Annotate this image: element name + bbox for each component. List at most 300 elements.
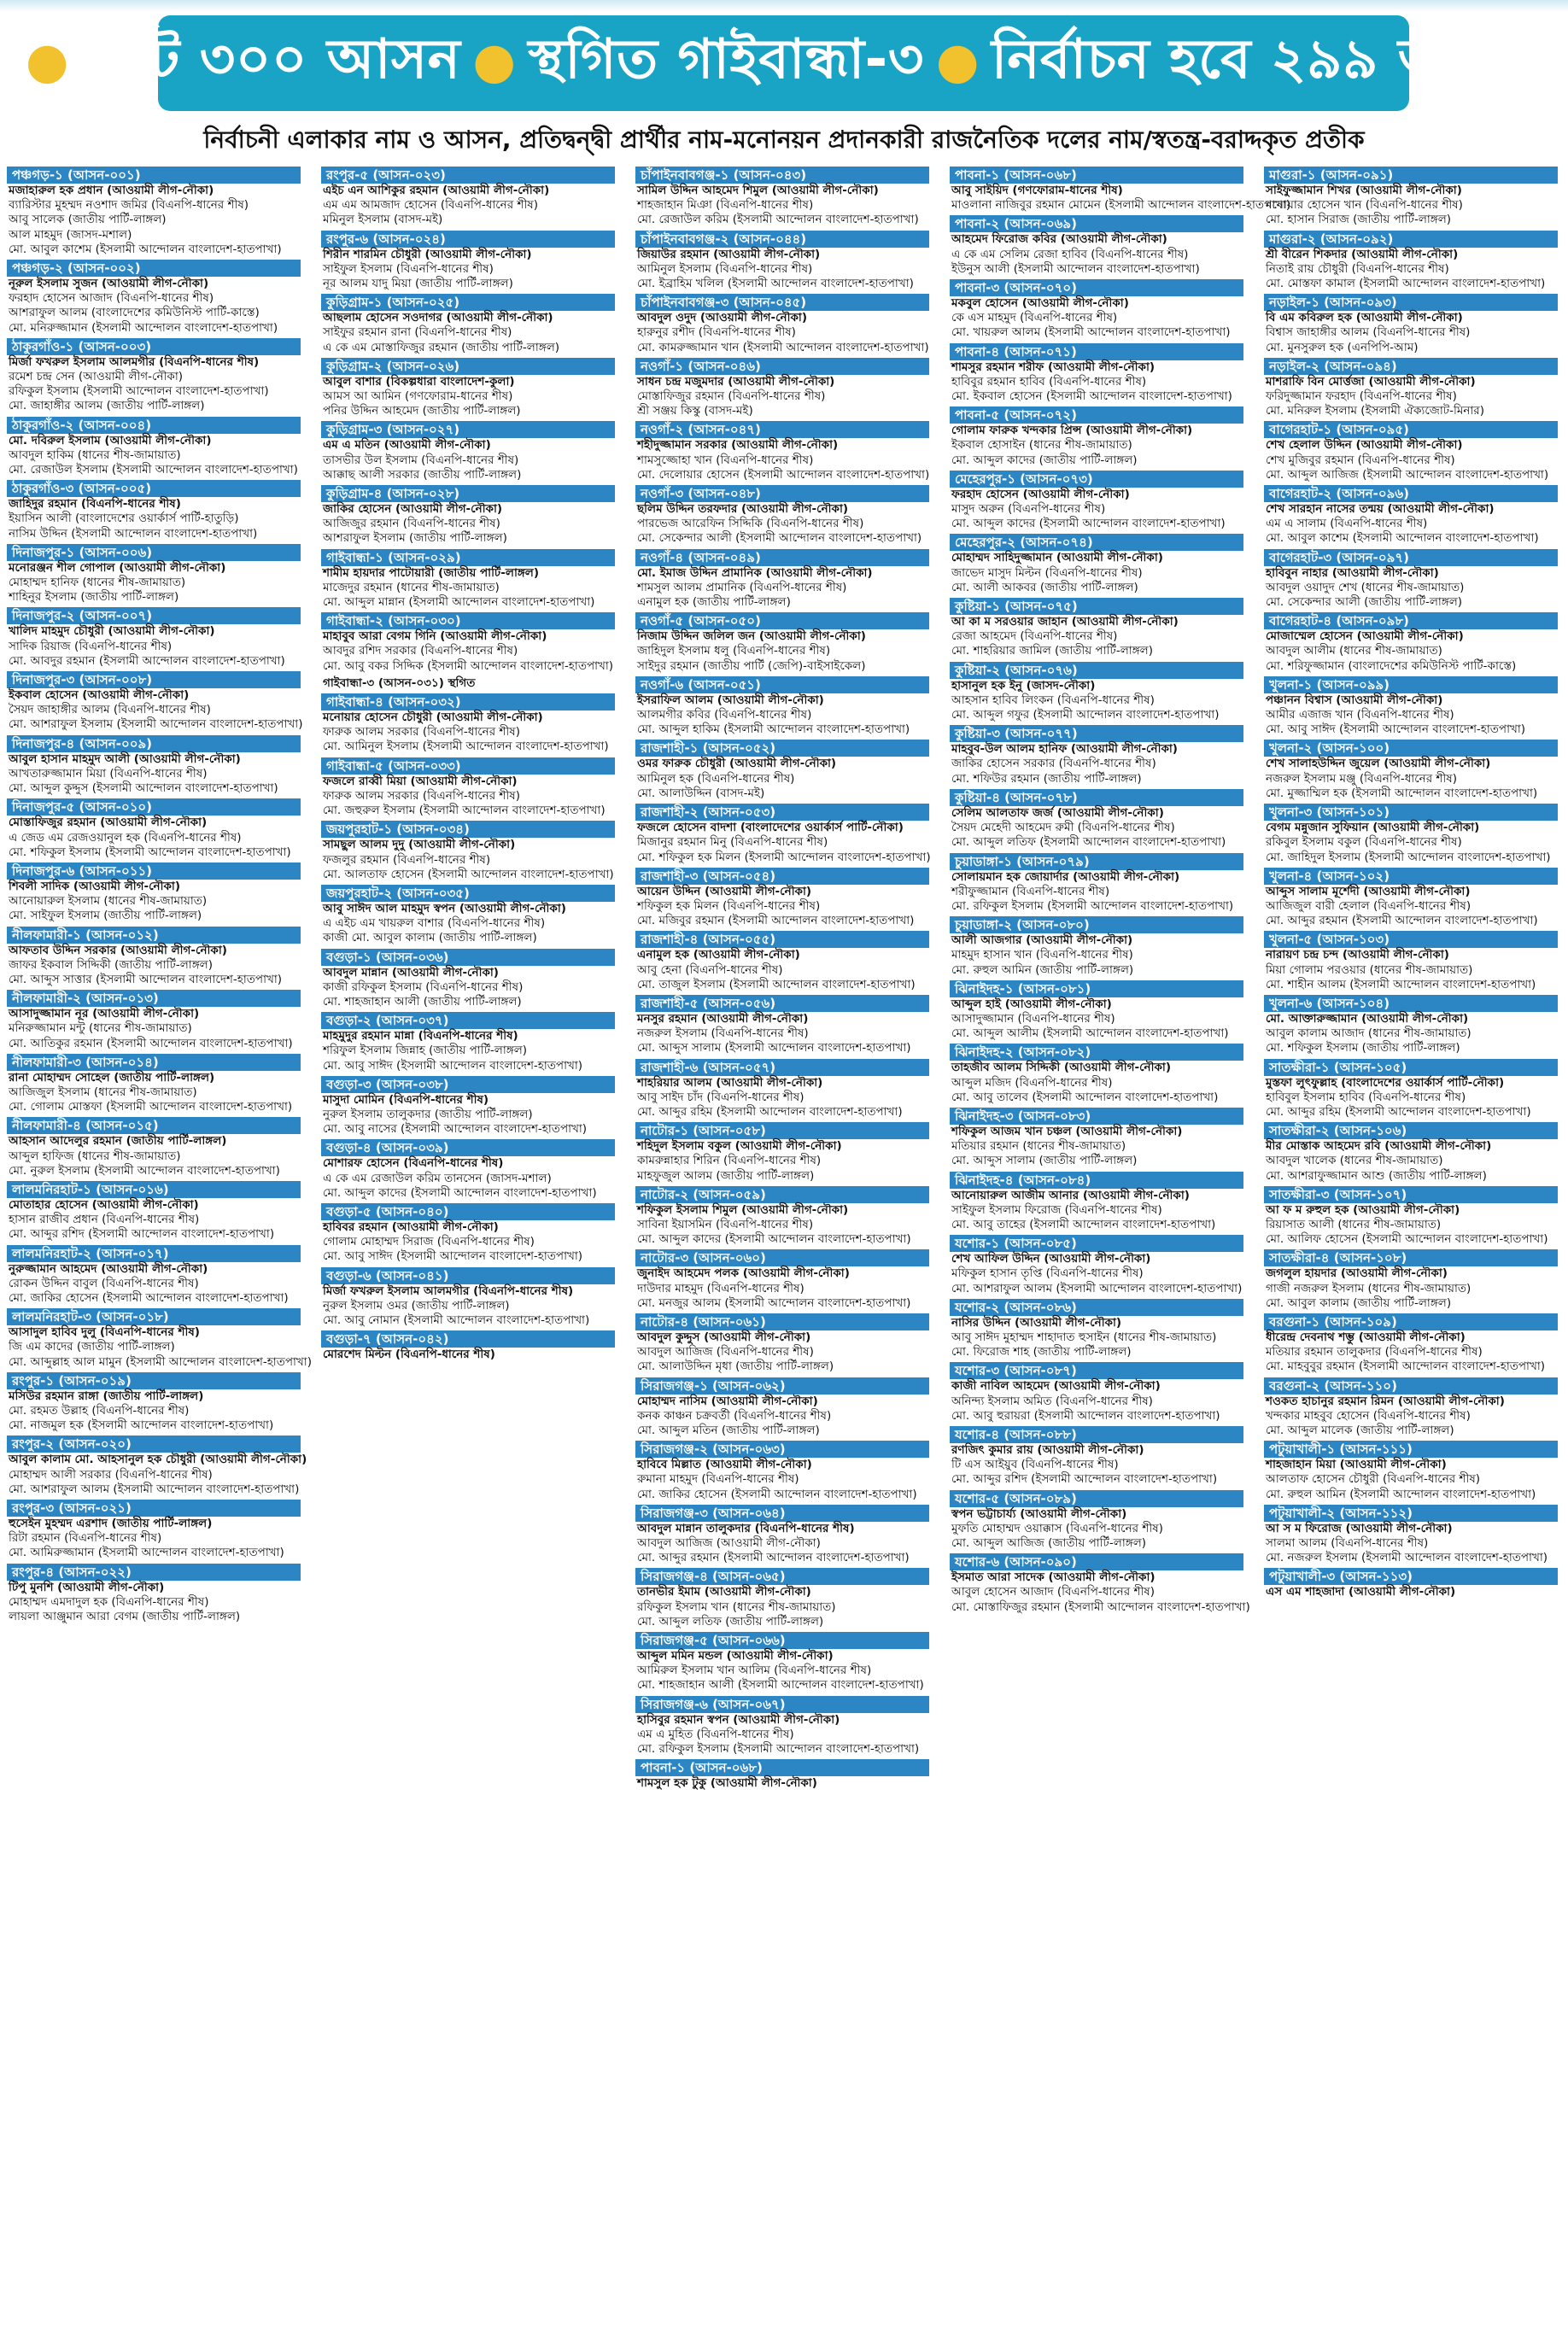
seat-header: পাবনা-১ (আসন-০৬৮) bbox=[635, 1759, 929, 1776]
candidate-row: জাকির হোসেন (আওয়ামী লীগ-নৌকা) bbox=[323, 502, 503, 517]
candidate-row: বেগম মন্নুজান সুফিয়ান (আওয়ামী লীগ-নৌকা) bbox=[1266, 821, 1480, 835]
seat-header: বগুড়া-১ (আসন-০৩৬) bbox=[321, 949, 615, 966]
candidate-row: মো. মুনসুরুল হক (এনপিপি-আম) bbox=[1266, 340, 1419, 354]
candidate-row: শিবলী সাদিক (আওয়ামী লীগ-নৌকা) bbox=[9, 879, 180, 893]
candidate-row: শেখ মুজিবুর রহমান (বিএনপি-ধানের শীষ) bbox=[1266, 453, 1455, 467]
seat-header: ঠাকুরগাঁও-৩ (আসন-০০৫) bbox=[7, 480, 301, 497]
candidate-row: মো. আব্দুর রহিম (ইসলামী আন্দোলন বাংলাদেশ-হাতপাখা) bbox=[1266, 1104, 1531, 1119]
seat-header: গাইবান্ধা-৫ (আসন-০৩৩) bbox=[321, 757, 615, 775]
candidate-row: মো. আলতাফ হোসেন (ইসলামী আন্দোলন বাংলাদেশ-হাতপাখা) bbox=[323, 867, 614, 881]
candidate-row: কাজী নাবিল আহমেদ (আওয়ামী লীগ-নৌকা) bbox=[951, 1379, 1161, 1394]
constituency-block bbox=[635, 1568, 929, 1629]
candidate-row: মো. জহুরুল ইসলাম (ইসলামী আন্দোলন বাংলাদেশ-হাতপাখা) bbox=[323, 804, 606, 818]
candidate-row: মো. আব্দুল গফুর (ইসলামী আন্দোলন বাংলাদেশ-হাতপাখা) bbox=[951, 708, 1220, 722]
candidate-row: শফিকুল হক মিলন (বিএনপি-ধানের শীষ) bbox=[637, 898, 821, 913]
candidate-row: ওমর ফারুক চৌধুরী (আওয়ামী লীগ-নৌকা) bbox=[637, 757, 837, 771]
candidate-row: পারভেজ আরেফিন সিদ্দিকি (বিএনপি-ধানের শীষ) bbox=[637, 517, 864, 531]
candidate-row: আবু সাইয়িদ (গণফোরাম-ধানের শীষ) bbox=[951, 184, 1123, 197]
constituency-block bbox=[1264, 931, 1558, 992]
seat-header: নওগাঁ-৫ (আসন-০৫০) bbox=[635, 612, 929, 629]
candidate-row: মো. শফিকুল ইসলাম (ইসলামী আন্দোলন বাংলাদেশ-হাতপাখা) bbox=[9, 845, 291, 859]
candidate-row: মো. মোস্তফা কামাল (ইসলামী আন্দোলন বাংলাদেশ-হাতপাখা) bbox=[1266, 277, 1546, 291]
seat-header: পাবনা-৫ (আসন-০৭২) bbox=[950, 406, 1243, 424]
candidate-row: মো. মনজুর আলম (ইসলামী আন্দোলন বাংলাদেশ-হাতপাখা) bbox=[637, 1295, 911, 1310]
candidate-row: নূর আলম যাদু মিয়া (জাতীয় পার্টি-লাঙ্গল) bbox=[323, 277, 513, 291]
constituency-block bbox=[950, 1490, 1243, 1552]
constituency-block bbox=[7, 1181, 301, 1243]
constituency-block bbox=[321, 549, 615, 611]
candidate-row: জিয়াউর রহমান (আওয়ামী লীগ-নৌকা) bbox=[637, 247, 821, 261]
candidate-row: মাসুদ অরুন (বিএনপি-ধানের শীষ) bbox=[951, 502, 1106, 517]
candidate-row: আবদুল আলীম (ধানের শীষ-জামায়াত) bbox=[1266, 644, 1442, 658]
constituency-block bbox=[635, 294, 929, 355]
candidate-row: আ কা ম সরওয়ার জাহান (আওয়ামী লীগ-নৌকা) bbox=[951, 615, 1179, 629]
candidate-row: হাবিবুল ইসলাম হাবিব (বিএনপি-ধানের শীষ) bbox=[1266, 1090, 1466, 1104]
candidate-row: এ এইচ এম খায়রুল বাশার (বিএনপি-ধানের শীষ) bbox=[323, 916, 546, 931]
candidate-row: রুমানা মাহমুদ (বিএনপি-ধানের শীষ) bbox=[637, 1472, 799, 1487]
candidate-row: বিশ্বাস জাহাঙ্গীর আলম (বিএনপি-ধানের শীষ) bbox=[1266, 325, 1471, 340]
top-decorative-arc bbox=[0, 0, 1568, 12]
seat-header: রংপুর-৫ (আসন-০২৩) bbox=[321, 167, 615, 184]
constituency-block bbox=[7, 990, 301, 1051]
candidate-row: মো. আবুল কাশেম (ইসলামী আন্দোলন বাংলাদেশ-হাতপাখা) bbox=[1266, 531, 1539, 546]
candidate-row: নিতাই রায় চৌধুরী (বিএনপি-ধানের শীষ) bbox=[1266, 261, 1449, 276]
seat-header: নাটোর-৪ (আসন-০৬১) bbox=[635, 1313, 929, 1330]
candidate-row: এইচ এন আশিকুর রহমান (আওয়ামী লীগ-নৌকা) bbox=[323, 184, 550, 197]
candidate-row: মোহাম্মদ নাসিম (আওয়ামী লীগ-নৌকা) bbox=[637, 1394, 818, 1408]
candidate-row: মো. কামরুজ্জামান খান (ইসলামী আন্দোলন বাংলাদেশ-হাতপাখা) bbox=[637, 340, 929, 354]
candidate-row: ফজলে রাব্বী মিয়া (আওয়ামী লীগ-নৌকা) bbox=[323, 774, 518, 788]
candidate-row: আবু সালেক (জাতীয় পার্টি-লাঙ্গল) bbox=[9, 213, 167, 227]
constituency-block bbox=[321, 167, 615, 228]
constituency-block bbox=[321, 1267, 615, 1329]
candidate-row: শেখ সারহান নাসের তন্ময় (আওয়ামী লীগ-নৌকা) bbox=[1266, 502, 1495, 517]
constituency-columns bbox=[0, 167, 1568, 2336]
candidate-row: শ্রী বীরেন শিকদার (আওয়ামী লীগ-নৌকা) bbox=[1266, 247, 1459, 261]
constituency-block bbox=[321, 693, 615, 755]
candidate-row: মো. শফিউর রহমান (জাতীয় পার্টি-লাঙ্গল) bbox=[951, 771, 1142, 786]
candidate-row: আসাদুজ্জামান (বিএনপি-ধানের শীষ) bbox=[951, 1011, 1115, 1026]
seat-header: সিরাজগঞ্জ-৬ (আসন-০৬৭) bbox=[635, 1696, 929, 1713]
headline-part-1: মোট ৩০০ আসন bbox=[80, 27, 461, 91]
candidate-row: অনিন্দ্য ইসলাম অমিত (বিএনপি-ধানের শীষ) bbox=[951, 1394, 1153, 1408]
seat-header: পটুয়াখালী-২ (আসন-১১২) bbox=[1264, 1505, 1558, 1522]
constituency-block bbox=[635, 1632, 929, 1693]
candidate-row: মাহফুজুল আলম (জাতীয় পার্টি-লাঙ্গল) bbox=[637, 1168, 815, 1183]
constituency-block bbox=[635, 740, 929, 801]
candidate-row: মোশারফ হোসেন (বিএনপি-ধানের শীষ) bbox=[323, 1156, 504, 1171]
candidate-row: মাহমুদুর রহমান মান্না (বিএনপি-ধানের শীষ) bbox=[323, 1029, 518, 1044]
headline-part-2: স্থগিত গাইবান্ধা-৩ bbox=[528, 27, 924, 91]
candidate-row: মো. আব্দুল্লাহ আল মামুন (ইসলামী আন্দোলন বাংলাদেশ-হাতপাখা) bbox=[9, 1354, 312, 1369]
candidate-row: আবুল কালাম মো. আহসানুল হক চৌধুরী (আওয়ামী লীগ-নৌকা) bbox=[9, 1453, 307, 1467]
seat-header: ঝিনাইদহ-৩ (আসন-০৮৩) bbox=[950, 1108, 1243, 1125]
candidate-row: আবদুল হাকিম (ধানের শীষ-জামায়াত) bbox=[9, 447, 181, 462]
candidate-row: মতিয়ার রহমান তালুকদার (বিএনপি-ধানের শীষ) bbox=[1266, 1345, 1483, 1360]
candidate-row: সাইদুর রহমান (জাতীয় পার্টি (জেপি)-বাইসাইকেল) bbox=[637, 658, 866, 673]
candidate-row: শাহিনুর ইসলাম (জাতীয় পার্টি-লাঙ্গল) bbox=[9, 590, 179, 605]
candidate-row: রানা মোহাম্মদ সোহেল (জাতীয় পার্টি-লাঙ্গল) bbox=[9, 1070, 215, 1085]
constituency-block bbox=[635, 1186, 929, 1248]
bullet-dot-icon: ● bbox=[472, 31, 517, 90]
seat-header: নওগাঁ-১ (আসন-০৪৬) bbox=[635, 358, 929, 375]
seat-header: ঝিনাইদহ-১ (আসন-০৮১) bbox=[950, 980, 1243, 997]
candidate-row: মো. আব্দুল লতিফ (জাতীয় পার্টি-লাঙ্গল) bbox=[637, 1614, 824, 1629]
candidate-row: সৈয়দ জাহাঙ্গীর আলম (বিএনপি-ধানের শীষ) bbox=[9, 703, 211, 717]
candidate-row: আবদুল আজিজ (আওয়ামী লীগ-নৌকা) bbox=[637, 1536, 821, 1550]
candidate-row: আবদুল খালেক (ধানের শীষ-জামায়াত) bbox=[1266, 1154, 1443, 1168]
candidate-row: হাবিবুন নাহার (আওয়ামী লীগ-নৌকা) bbox=[1266, 565, 1439, 580]
candidate-row: আজিজুর রহমান (বিএনপি-ধানের শীষ) bbox=[323, 517, 500, 531]
seat-header: চাঁপাইনবাবগঞ্জ-৩ (আসন-০৪৫) bbox=[635, 294, 929, 311]
seat-header: বাগেরহাট-৩ (আসন-০৯৭) bbox=[1264, 549, 1558, 566]
candidate-row: মো. গোলাম মোস্তফা (ইসলামী আন্দোলন বাংলাদেশ-হাতপাখা) bbox=[9, 1100, 293, 1114]
candidate-row: নজরুল ইসলাম (বিএনপি-ধানের শীষ) bbox=[637, 1026, 809, 1041]
candidate-row: মো. আব্দুল মান্নান (ইসলামী আন্দোলন বাংলাদেশ-হাতপাখা) bbox=[323, 595, 595, 610]
candidate-row: শাহজাহান মিয়া (আওয়ামী লীগ-নৌকা) bbox=[1266, 1458, 1447, 1472]
candidate-row: শামসুল আলম প্রামানিক (বিএনপি-ধানের শীষ) bbox=[637, 580, 847, 594]
candidate-row: মো. আবু তালেব (ইসলামী আন্দোলন বাংলাদেশ-হাতপাখা) bbox=[951, 1090, 1219, 1104]
candidate-row: ফজলে হোসেন বাদশা (বাংলাদেশের ওয়ার্কার্স পার্টি-নৌকা) bbox=[637, 821, 904, 835]
constituency-block bbox=[635, 1059, 929, 1120]
constituency-block bbox=[1264, 421, 1558, 482]
candidate-row: আনোয়ারুল আজীম আনার (আওয়ামী লীগ-নৌকা) bbox=[951, 1188, 1190, 1202]
page-subtitle: নির্বাচনী এলাকার নাম ও আসন, প্রতিদ্বন্দ্বী প্রার্থীর নাম-মনোনয়ন প্রদানকারী রাজনৈতিক দলের নাম/স্বতন্ত্র-বরাদ্দকৃত প্রতীক bbox=[203, 126, 1365, 154]
constituency-block bbox=[635, 1122, 929, 1184]
constituency-block bbox=[950, 1235, 1243, 1296]
constituency-block bbox=[7, 167, 301, 257]
candidate-row: মো. আব্দুল কাদের (ইসলামী আন্দোলন বাংলাদেশ-হাতপাখা) bbox=[951, 517, 1226, 531]
constituency-block bbox=[950, 343, 1243, 405]
candidate-row: কে এস মাহমুদ (বিএনপি-ধানের শীষ) bbox=[951, 311, 1118, 325]
candidate-row: মিয়া গোলাম পরওয়ার (ধানের শীষ-জামায়াত) bbox=[1266, 962, 1473, 977]
constituency-block bbox=[7, 417, 301, 478]
candidate-row: আহসান আদেলুর রহমান (জাতীয় পার্টি-লাঙ্গল) bbox=[9, 1134, 227, 1149]
candidate-row: আসাদুল হাবিব দুলু (বিএনপি-ধানের শীষ) bbox=[9, 1325, 200, 1340]
candidate-row: আ স ম ফিরোজ (আওয়ামী লীগ-নৌকা) bbox=[1266, 1521, 1453, 1535]
seat-header: দিনাজপুর-১ (আসন-০০৬) bbox=[7, 544, 301, 561]
candidate-row: মোহাম্মদ এমদাদুল হক (বিএনপি-ধানের শীষ) bbox=[9, 1594, 209, 1609]
candidate-row: মো. রেজাউল ইসলাম (ইসলামী আন্দোলন বাংলাদেশ-হাতপাখা) bbox=[9, 463, 298, 477]
candidate-row: মো. শাহরিয়ার জামিল (জাতীয় পার্টি-লাঙ্গল) bbox=[951, 644, 1153, 658]
candidate-row: মো. আশরাফুল আলম (ইসলামী আন্দোলন বাংলাদেশ-হাতপাখা) bbox=[951, 1281, 1243, 1295]
candidate-row: মো. জাকির হোসেন (ইসলামী আন্দোলন বাংলাদেশ-হাতপাখা) bbox=[9, 1290, 289, 1305]
candidate-row: রেজা আহমেদ (বিএনপি-ধানের শীষ) bbox=[951, 629, 1118, 644]
column-3 bbox=[635, 167, 929, 2336]
candidate-row: সালমা আলম (বিএনপি-ধানের শীষ) bbox=[1266, 1536, 1429, 1550]
constituency-block bbox=[1264, 740, 1558, 801]
candidate-row: আবু সাঈদ মুহাম্মদ শাহাদাত হুসাইন (ধানের শীষ-জামায়াত) bbox=[951, 1330, 1217, 1344]
seat-header: জয়পুরহাট-২ (আসন-০৩৫) bbox=[321, 885, 615, 902]
candidate-row: আ ফ ম রুহুল হক (আওয়ামী লীগ-নৌকা) bbox=[1266, 1202, 1460, 1217]
candidate-row: এম এ সালাম (বিএনপি-ধানের শীষ) bbox=[1266, 517, 1428, 531]
candidate-row: আশরাফুল আলম (বাংলাদেশের কমিউনিস্ট পার্টি-কাস্তে) bbox=[9, 306, 260, 320]
candidate-row: মো. নজরুল ইসলাম (ইসলামী আন্দোলন বাংলাদেশ-হাতপাখা) bbox=[1266, 1551, 1548, 1565]
candidate-row: কামরুন্নাহার শিরিন (বিএনপি-ধানের শীষ) bbox=[637, 1154, 822, 1168]
candidate-row: আবু সাঈদ আল মাহমুদ স্বপন (আওয়ামী লীগ-নৌকা) bbox=[323, 901, 566, 915]
candidate-row: মো. আমিনুল ইসলাম (ইসলামী আন্দোলন বাংলাদেশ-হাতপাখা) bbox=[323, 740, 609, 754]
seat-header: গাইবান্ধা-১ (আসন-০২৯) bbox=[321, 549, 615, 566]
candidate-row: আব্দুল মজিদ (বিএনপি-ধানের শীষ) bbox=[951, 1075, 1113, 1090]
candidate-row: মো. আবুল কাশেম (ইসলামী আন্দোলন বাংলাদেশ-হাতপাখা) bbox=[9, 242, 282, 256]
candidate-row: আশরাফুল ইসলাম (জাতীয় পার্টি-লাঙ্গল) bbox=[323, 531, 507, 546]
constituency-block bbox=[635, 231, 929, 292]
candidate-row: ইসমাত আরা সাদেক (আওয়ামী লীগ-নৌকা) bbox=[951, 1570, 1156, 1585]
candidate-row: আহসান হাবিব লিংকন (বিএনপি-ধানের শীষ) bbox=[951, 693, 1155, 707]
constituency-block bbox=[950, 534, 1243, 595]
candidate-row: এম এ মুহিত (বিএনপি-ধানের শীষ) bbox=[637, 1727, 794, 1741]
constituency-block bbox=[1264, 676, 1558, 738]
candidate-row: মো. জাহাঙ্গীর আলম (জাতীয় পার্টি-লাঙ্গল) bbox=[9, 399, 205, 413]
constituency-block bbox=[7, 1500, 301, 1561]
seat-header: রংপুর-৪ (আসন-০২২) bbox=[7, 1564, 301, 1581]
seat-header: বাগেরহাট-১ (আসন-০৯৫) bbox=[1264, 421, 1558, 438]
candidate-row: মো. আলাউদ্দিন (বাসদ-মই) bbox=[637, 786, 765, 800]
candidate-row: আবুল হোসেন আজাদ (বিএনপি-ধানের শীষ) bbox=[951, 1585, 1156, 1599]
candidate-row: ফরহাদ হোসেন (আওয়ামী লীগ-নৌকা) bbox=[951, 487, 1130, 501]
constituency-block bbox=[7, 544, 301, 605]
seat-header: যশোর-৩ (আসন-০৮৭) bbox=[950, 1362, 1243, 1379]
constituency-block bbox=[321, 358, 615, 419]
seat-header: রাজশাহী-১ (আসন-০৫২) bbox=[635, 740, 929, 757]
candidate-row: মনসুর রহমান (আওয়ামী লীগ-নৌকা) bbox=[637, 1011, 809, 1026]
candidate-row: মো. মনিরুজ্জামান (ইসলামী আন্দোলন বাংলাদেশ-হাতপাখা) bbox=[9, 320, 278, 335]
candidate-row: সোলায়মান হক জোয়ার্দার (আওয়ামী লীগ-নৌকা) bbox=[951, 869, 1180, 884]
constituency-block bbox=[950, 1299, 1243, 1360]
candidate-row: শাহরিয়ার আলম (আওয়ামী লীগ-নৌকা) bbox=[637, 1075, 823, 1090]
candidate-row: মো. রুহুল আমিন (ইসলামী আন্দোলন বাংলাদেশ-হাতপাখা) bbox=[1266, 1487, 1536, 1501]
constituency-block bbox=[950, 598, 1243, 659]
constituency-block bbox=[7, 480, 301, 541]
candidate-row: তানভীর ইমাম (আওয়ামী লীগ-নৌকা) bbox=[637, 1585, 811, 1599]
candidate-row: সাবিনা ইয়াসমিন (বিএনপি-ধানের শীষ) bbox=[637, 1217, 814, 1231]
seat-header: বরগুনা-১ (আসন-১০৯) bbox=[1264, 1313, 1558, 1330]
candidate-row: রফিকুল ইসলাম (ইসলামী আন্দোলন বাংলাদেশ-হাতপাখা) bbox=[9, 384, 269, 399]
candidate-row: শফিকুল আজম খান চঞ্চল (আওয়ামী লীগ-নৌকা) bbox=[951, 1124, 1183, 1138]
candidate-row: কাজী রফিকুল ইসলাম (বিএনপি-ধানের শীষ) bbox=[323, 979, 524, 994]
seat-header: ঠাকুরগাঁও-১ (আসন-০০৩) bbox=[7, 338, 301, 355]
candidate-row: জাহিদুর রহমান (বিএনপি-ধানের শীষ) bbox=[9, 497, 181, 512]
candidate-row: মির্জা ফখরুল ইসলাম আলমগীর (বিএনপি-ধানের শীষ) bbox=[323, 1284, 574, 1298]
candidate-row: হাসান রাজীব প্রধান (বিএনপি-ধানের শীষ) bbox=[9, 1213, 200, 1227]
constituency-block bbox=[7, 798, 301, 860]
candidate-row: সাইফুজ্জামান শিখর (আওয়ামী লীগ-নৌকা) bbox=[1266, 184, 1462, 197]
seat-header: খুলনা-২ (আসন-১০০) bbox=[1264, 740, 1558, 757]
candidate-row: ইসরাফিল আলম (আওয়ামী লীগ-নৌকা) bbox=[637, 693, 824, 707]
seat-header: কুড়িগ্রাম-৩ (আসন-০২৭) bbox=[321, 421, 615, 438]
constituency-block bbox=[321, 1203, 615, 1265]
candidate-row: দাউদার মাহমুদ (বিএনপি-ধানের শীষ) bbox=[637, 1281, 804, 1295]
candidate-row: মোস্তাফিজুর রহমান (বিএনপি-ধানের শীষ) bbox=[637, 389, 826, 404]
candidate-row: সাইফুর রহমান রানা (বিএনপি-ধানের শীষ) bbox=[323, 325, 512, 340]
seat-header: চুয়াডাঙ্গা-২ (আসন-০৮০) bbox=[950, 916, 1243, 933]
candidate-row: মো. আবু সাঈদ (ইসলামী আন্দোলন বাংলাদেশ-হাতপাখা) bbox=[323, 1058, 583, 1073]
seat-header: দিনাজপুর-২ (আসন-০০৭) bbox=[7, 607, 301, 624]
candidate-row: আমস আ আমিন (গণফোরাম-ধানের শীষ) bbox=[323, 389, 513, 404]
seat-header: লালমনিরহাট-১ (আসন-০১৬) bbox=[7, 1181, 301, 1198]
seat-header: নাটোর-২ (আসন-০৫৯) bbox=[635, 1186, 929, 1203]
candidate-row: আজিজুল ইসলাম (ধানের শীষ-জামায়াত) bbox=[9, 1085, 197, 1099]
seat-header: রাজশাহী-৩ (আসন-০৫৪) bbox=[635, 868, 929, 885]
seat-header: বগুড়া-৪ (আসন-০৩৯) bbox=[321, 1139, 615, 1156]
candidate-row: মো. নাজমুল হক (ইসলামী আন্দোলন বাংলাদেশ-হাতপাখা) bbox=[9, 1418, 274, 1433]
candidate-row: মনিরুজ্জামান মন্টু (ধানের শীষ-জামায়াত) bbox=[9, 1021, 192, 1036]
constituency-block bbox=[950, 215, 1243, 277]
candidate-row: মনোরঞ্জন শীল গোপাল (আওয়ামী লীগ-নৌকা) bbox=[9, 560, 226, 575]
seat-header: লালমনিরহাট-২ (আসন-০১৭) bbox=[7, 1245, 301, 1262]
candidate-row: মো. সেকেন্দার আলী (ইসলামী আন্দোলন বাংলাদেশ-হাতপাখা) bbox=[637, 531, 922, 546]
seat-header: বরগুনা-২ (আসন-১১০) bbox=[1264, 1377, 1558, 1395]
constituency-block bbox=[321, 421, 615, 482]
candidate-row: হাবিবে মিল্লাত (আওয়ামী লীগ-নৌকা) bbox=[637, 1458, 812, 1472]
seat-header: পটুয়াখালী-১ (আসন-১১১) bbox=[1264, 1441, 1558, 1458]
candidate-row: লায়লা আঞ্জুমান আরা বেগম (জাতীয় পার্টি-লাঙ্গল) bbox=[9, 1610, 241, 1624]
constituency-block bbox=[635, 1313, 929, 1375]
candidate-row: মো. আলিফ হোসেন (ইসলামী আন্দোলন বাংলাদেশ-হাতপাখা) bbox=[1266, 1232, 1548, 1247]
constituency-block bbox=[950, 1553, 1250, 1615]
candidate-row: রণজিৎ কুমার রায় (আওয়ামী লীগ-নৌকা) bbox=[951, 1442, 1144, 1457]
candidate-row: টিপু মুনশি (আওয়ামী লীগ-নৌকা) bbox=[9, 1580, 165, 1594]
constituency-block bbox=[7, 1436, 307, 1497]
candidate-row: মো. মোস্তাফিজুর রহমান (ইসলামী আন্দোলন বাংলাদেশ-হাতপাখা) bbox=[951, 1599, 1250, 1614]
bullet-dot-icon: ● bbox=[935, 31, 980, 90]
candidate-row: মো. মাহবুবুর রহমান (ইসলামী আন্দোলন বাংলাদেশ-হাতপাখা) bbox=[1266, 1360, 1546, 1374]
seat-header: রাজশাহী-৬ (আসন-০৫৭) bbox=[635, 1059, 929, 1076]
column-4 bbox=[950, 167, 1291, 2336]
candidate-row: মনোয়ার হোসেন খান (বিএনপি-ধানের শীষ) bbox=[1266, 198, 1463, 213]
constituency-block bbox=[635, 676, 929, 738]
candidate-row: ইকবাল হোসাইন (ধানের শীষ-জামায়াত) bbox=[951, 438, 1132, 453]
candidate-row: শেখ আফিল উদ্দিন (আওয়ামী লীগ-নৌকা) bbox=[951, 1252, 1151, 1266]
candidate-row: হাসানুল হক ইনু (জাসদ-নৌকা) bbox=[951, 678, 1096, 693]
seat-header: খুলনা-৫ (আসন-১০৩) bbox=[1264, 931, 1558, 948]
candidate-row: মো. খায়রুল আলম (ইসলামী আন্দোলন বাংলাদেশ-হাতপাখা) bbox=[951, 325, 1231, 340]
candidate-row: মো. শাহজাহান আলী (জাতীয় পার্টি-লাঙ্গল) bbox=[323, 994, 522, 1009]
seat-header: দিনাজপুর-৫ (আসন-০১০) bbox=[7, 798, 301, 816]
candidate-row: ইউনুস আলী (ইসলামী আন্দোলন বাংলাদেশ-হাতপাখা) bbox=[951, 261, 1200, 276]
candidate-row: মো. ইমাজ উদ্দিন প্রামানিক (আওয়ামী লীগ-নৌকা) bbox=[637, 565, 873, 580]
candidate-row: মো. আব্দুল কুদ্দুস (ইসলামী আন্দোলন বাংলাদেশ-হাতপাখা) bbox=[9, 781, 278, 796]
seat-header: কুড়িগ্রাম-১ (আসন-০২৫) bbox=[321, 294, 615, 311]
constituency-block bbox=[950, 725, 1243, 786]
candidate-row: ফারুক আলম সরকার (বিএনপি-ধানের শীষ) bbox=[323, 725, 520, 740]
seat-header: কুড়িগ্রাম-৪ (আসন-০২৮) bbox=[321, 485, 615, 502]
seat-header: সিরাজগঞ্জ-৩ (আসন-০৬৪) bbox=[635, 1505, 929, 1522]
constituency-block bbox=[7, 1117, 301, 1178]
seat-header: কুষ্টিয়া-৪ (আসন-০৭৮) bbox=[950, 789, 1243, 806]
constituency-block bbox=[7, 1308, 312, 1370]
candidate-row: মাহাবুব আরা বেগম গিনি (আওয়ামী লীগ-নৌকা) bbox=[323, 629, 547, 644]
candidate-row: মো. ফিরোজ শাহ (জাতীয় পার্টি-লাঙ্গল) bbox=[951, 1345, 1132, 1360]
seat-header: মাগুরা-১ (আসন-০৯১) bbox=[1264, 167, 1558, 184]
constituency-block bbox=[950, 662, 1243, 723]
candidate-row: মোস্তাফিজুর রহমান (আওয়ামী লীগ-নৌকা) bbox=[9, 816, 208, 830]
seat-header: রংপুর-৬ (আসন-০২৪) bbox=[321, 231, 615, 248]
column-5 bbox=[1264, 167, 1558, 2336]
candidate-row: আবদুল আজিজ (বিএনপি-ধানের শীষ) bbox=[637, 1345, 814, 1360]
constituency-block bbox=[321, 821, 615, 882]
candidate-row: মো. শাহীন আলম (ইসলামী আন্দোলন বাংলাদেশ-হাতপাখা) bbox=[1266, 977, 1536, 991]
candidate-row: আবুল কালাম আজাদ (ধানের শীষ-জামায়াত) bbox=[1266, 1026, 1471, 1041]
candidate-row: আমিরুল ইসলাম খান আলিম (বিএনপি-ধানের শীষ) bbox=[637, 1664, 872, 1678]
constituency-block bbox=[7, 863, 301, 924]
constituency-block bbox=[635, 1249, 929, 1311]
constituency-block bbox=[321, 1330, 615, 1362]
candidate-row: মো. দেলোয়ার হোসেন (ইসলামী আন্দোলন বাংলাদেশ-হাতপাখা) bbox=[637, 467, 930, 482]
constituency-block bbox=[950, 279, 1243, 341]
seat-header: যশোর-৬ (আসন-০৯০) bbox=[950, 1553, 1243, 1570]
candidate-row: নাসির উদ্দিন (আওয়ামী লীগ-নৌকা) bbox=[951, 1315, 1122, 1330]
candidate-row: আজিজুল বারী হেলাল (বিএনপি-ধানের শীষ) bbox=[1266, 898, 1471, 913]
candidate-row: আসাদুজ্জামান নূর (আওয়ামী লীগ-নৌকা) bbox=[9, 1007, 200, 1021]
candidate-row: মো. ইকবাল হোসেন (ইসলামী আন্দোলন বাংলাদেশ-হাতপাখা) bbox=[951, 389, 1232, 404]
seat-header: নীলফামারী-৩ (আসন-০১৪) bbox=[7, 1054, 301, 1071]
constituency-block bbox=[635, 1759, 929, 1791]
seat-header: চাঁপাইনবাবগঞ্জ-১ (আসন-০৪৩) bbox=[635, 167, 929, 184]
constituency-block bbox=[635, 421, 929, 482]
candidate-row: মো. আশরাফুজ্জামান আশু (জাতীয় পার্টি-লাঙ্গল) bbox=[1266, 1168, 1487, 1183]
candidate-row: রফিকুল ইসলাম খান (ধানের শীষ-জামায়াত) bbox=[637, 1599, 836, 1614]
seat-header: খুলনা-৩ (আসন-১০১) bbox=[1264, 804, 1558, 821]
candidate-row: হাবিবুর রহমান হাবিব (বিএনপি-ধানের শীষ) bbox=[951, 374, 1147, 389]
candidate-row: মো. রুহুল আমিন (জাতীয় পার্টি-লাঙ্গল) bbox=[951, 962, 1134, 977]
candidate-row: মো. দবিরুল ইসলাম (আওয়ামী লীগ-নৌকা) bbox=[9, 433, 212, 447]
constituency-block bbox=[7, 338, 301, 414]
bullet-dot-icon: ● bbox=[25, 31, 69, 90]
candidate-row: মো. আবু তাহের (ইসলামী আন্দোলন বাংলাদেশ-হাতপাখা) bbox=[951, 1217, 1216, 1231]
seat-header: পাবনা-৩ (আসন-০৭০) bbox=[950, 279, 1243, 296]
candidate-row: মো. আব্দুর রহিম (ইসলামী আন্দোলন বাংলাদেশ-হাতপাখা) bbox=[637, 1104, 903, 1119]
candidate-row: মসিউর রহমান রাঙ্গা (জাতীয় পার্টি-লাঙ্গল) bbox=[9, 1389, 204, 1403]
candidate-row: এম এ মতিন (আওয়ামী লীগ-নৌকা) bbox=[323, 438, 491, 453]
candidate-row: আনোয়ারুল ইসলাম (ধানের শীষ-জামায়াত) bbox=[9, 894, 208, 909]
candidate-row: পঞ্চানন বিশ্বাস (আওয়ামী লীগ-নৌকা) bbox=[1266, 693, 1443, 707]
candidate-row: টি এস আইয়ুব (বিএনপি-ধানের শীষ) bbox=[951, 1458, 1119, 1472]
seat-header: নীলফামারী-২ (আসন-০১৩) bbox=[7, 990, 301, 1007]
candidate-row: মো. শরিফুজ্জামান (বাংলাদেশের কমিউনিস্ট পার্টি-কাস্তে) bbox=[1266, 658, 1517, 673]
candidate-row: হুসেইন মুহম্মদ এরশাদ (জাতীয় পার্টি-লাঙ্গল) bbox=[9, 1517, 213, 1530]
constituency-block bbox=[635, 1505, 929, 1566]
constituency-block bbox=[321, 1076, 615, 1137]
seat-header: কুষ্টিয়া-১ (আসন-০৭৫) bbox=[950, 598, 1243, 615]
candidate-row: মো. ইব্রাহিম খলিল (ইসলামী আন্দোলন বাংলাদেশ-হাতপাখা) bbox=[637, 277, 914, 291]
seat-header: মেহেরপুর-১ (আসন-০৭৩) bbox=[950, 471, 1243, 488]
candidate-row: আলতাফ হোসেন চৌধুরী (বিএনপি-ধানের শীষ) bbox=[1266, 1472, 1481, 1487]
candidate-row: সাইফুল ইসলাম ফিরোজ (বিএনপি-ধানের শীষ) bbox=[951, 1202, 1162, 1217]
constituency-block bbox=[1264, 1568, 1558, 1599]
candidate-row: মো. আব্দুর রশিদ (ইসলামী আন্দোলন বাংলাদেশ-হাতপাখা) bbox=[9, 1227, 275, 1242]
seat-header: বগুড়া-৬ (আসন-০৪১) bbox=[321, 1267, 615, 1284]
headline-banner bbox=[25, 15, 1554, 111]
constituency-block bbox=[7, 1245, 301, 1307]
seat-header: পাবনা-২ (আসন-০৬৯) bbox=[950, 215, 1243, 232]
seat-header: গাইবান্ধা-৪ (আসন-০৩২) bbox=[321, 693, 615, 710]
seat-header: খুলনা-৪ (আসন-১০২) bbox=[1264, 868, 1558, 885]
seat-header: যশোর-২ (আসন-০৮৬) bbox=[950, 1299, 1243, 1316]
candidate-row: শহীদুজ্জামান সরকার (আওয়ামী লীগ-নৌকা) bbox=[637, 438, 839, 453]
constituency-block bbox=[950, 406, 1243, 468]
seat-header: পঞ্চগড়-১ (আসন-০০১) bbox=[7, 167, 301, 184]
candidate-row: রকিবুল ইসলাম বকুল (বিএনপি-ধানের শীষ) bbox=[1266, 835, 1462, 850]
candidate-row: শফিকুল ইসলাম শিমুল (আওয়ামী লীগ-নৌকা) bbox=[637, 1202, 849, 1217]
seat-header: খুলনা-৬ (আসন-১০৪) bbox=[1264, 995, 1558, 1012]
constituency-block bbox=[321, 612, 615, 674]
candidate-row: ব্যারিস্টার মুহম্মদ নওশাদ জমির (বিএনপি-ধানের শীষ) bbox=[9, 198, 249, 213]
constituency-block bbox=[1264, 804, 1558, 865]
candidate-row: এম এম আমজাদ হোসেন (বিএনপি-ধানের শীষ) bbox=[323, 198, 539, 213]
constituency-block bbox=[950, 471, 1243, 532]
candidate-row: আহমেদ ফিরোজ কবির (আওয়ামী লীগ-নৌকা) bbox=[951, 232, 1167, 247]
